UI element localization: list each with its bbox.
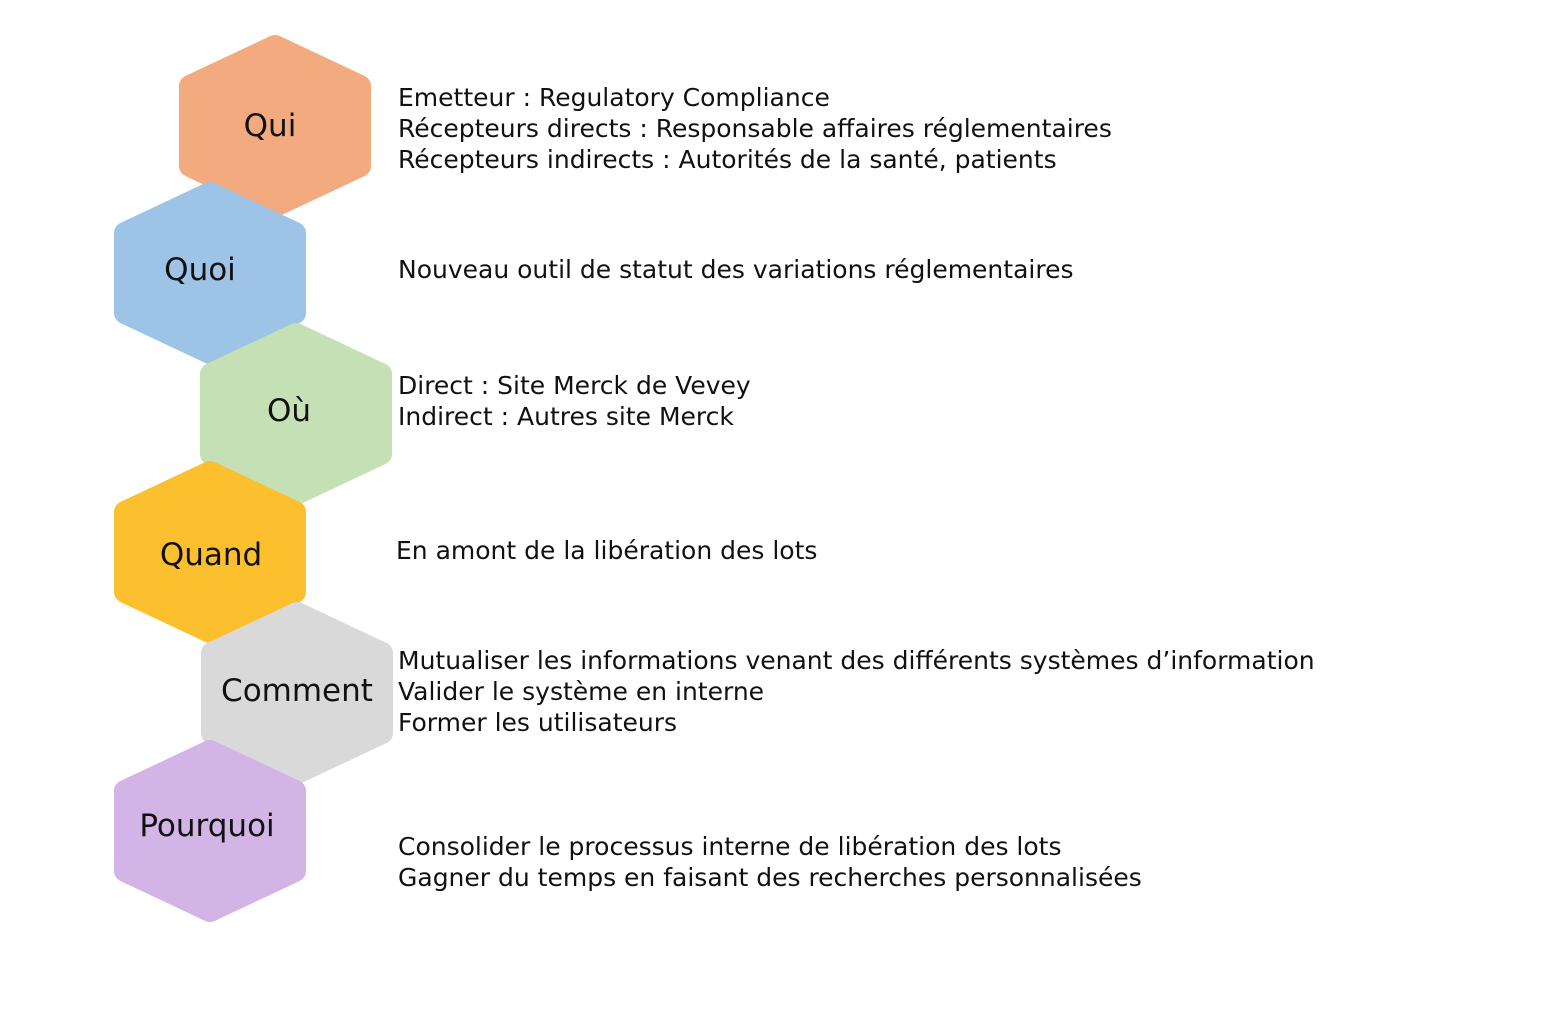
quand-description (396, 535, 817, 566)
hexagon-pourquoi (125, 751, 295, 911)
hexagon-comment (212, 613, 382, 773)
qui-line-recepteurs-directs: Récepteurs directs : Responsable affaires réglementaires (398, 114, 1112, 143)
pourquoi-line-consolider: Consolider le processus interne de libération des lots (398, 832, 1062, 861)
quoi-description (398, 254, 1073, 285)
qui-line-recepteurs-indirects: Récepteurs indirects : Autorités de la santé, patients (398, 145, 1057, 174)
comment-description (398, 645, 1315, 738)
comment-line-former: Former les utilisateurs (398, 708, 678, 737)
hexagon-ou-label: Où (266, 393, 312, 429)
hexagon-quand (125, 472, 295, 632)
hexagon-qui-label: Qui (243, 108, 297, 144)
hexagon-quoi-label: Quoi (164, 252, 236, 288)
ou-description (398, 370, 751, 432)
hexagon-quand-label: Quand (159, 537, 263, 573)
qui-line-emetteur: Emetteur : Regulatory Compliance (398, 83, 830, 112)
hexagon-qui (190, 46, 360, 206)
pourquoi-description (398, 831, 1142, 893)
comment-line-valider: Valider le système en interne (398, 677, 765, 706)
ou-line-direct: Direct : Site Merck de Vevey (398, 371, 751, 400)
qui-description (398, 82, 1112, 175)
quand-line-amont: En amont de la libération des lots (396, 536, 818, 565)
hexagon-comment-label: Comment (221, 673, 373, 709)
comment-line-mutualiser: Mutualiser les informations venant des différents systèmes d’information (398, 646, 1315, 675)
hexagon-ou (211, 334, 381, 494)
hexagon-pourquoi-label: Pourquoi (139, 808, 275, 844)
ou-line-indirect: Indirect : Autres site Merck (398, 402, 734, 431)
pourquoi-line-gagner: Gagner du temps en faisant des recherches personnalisées (398, 863, 1142, 892)
quoi-line-outil: Nouveau outil de statut des variations réglementaires (398, 255, 1074, 284)
hexagon-quoi (125, 193, 295, 353)
